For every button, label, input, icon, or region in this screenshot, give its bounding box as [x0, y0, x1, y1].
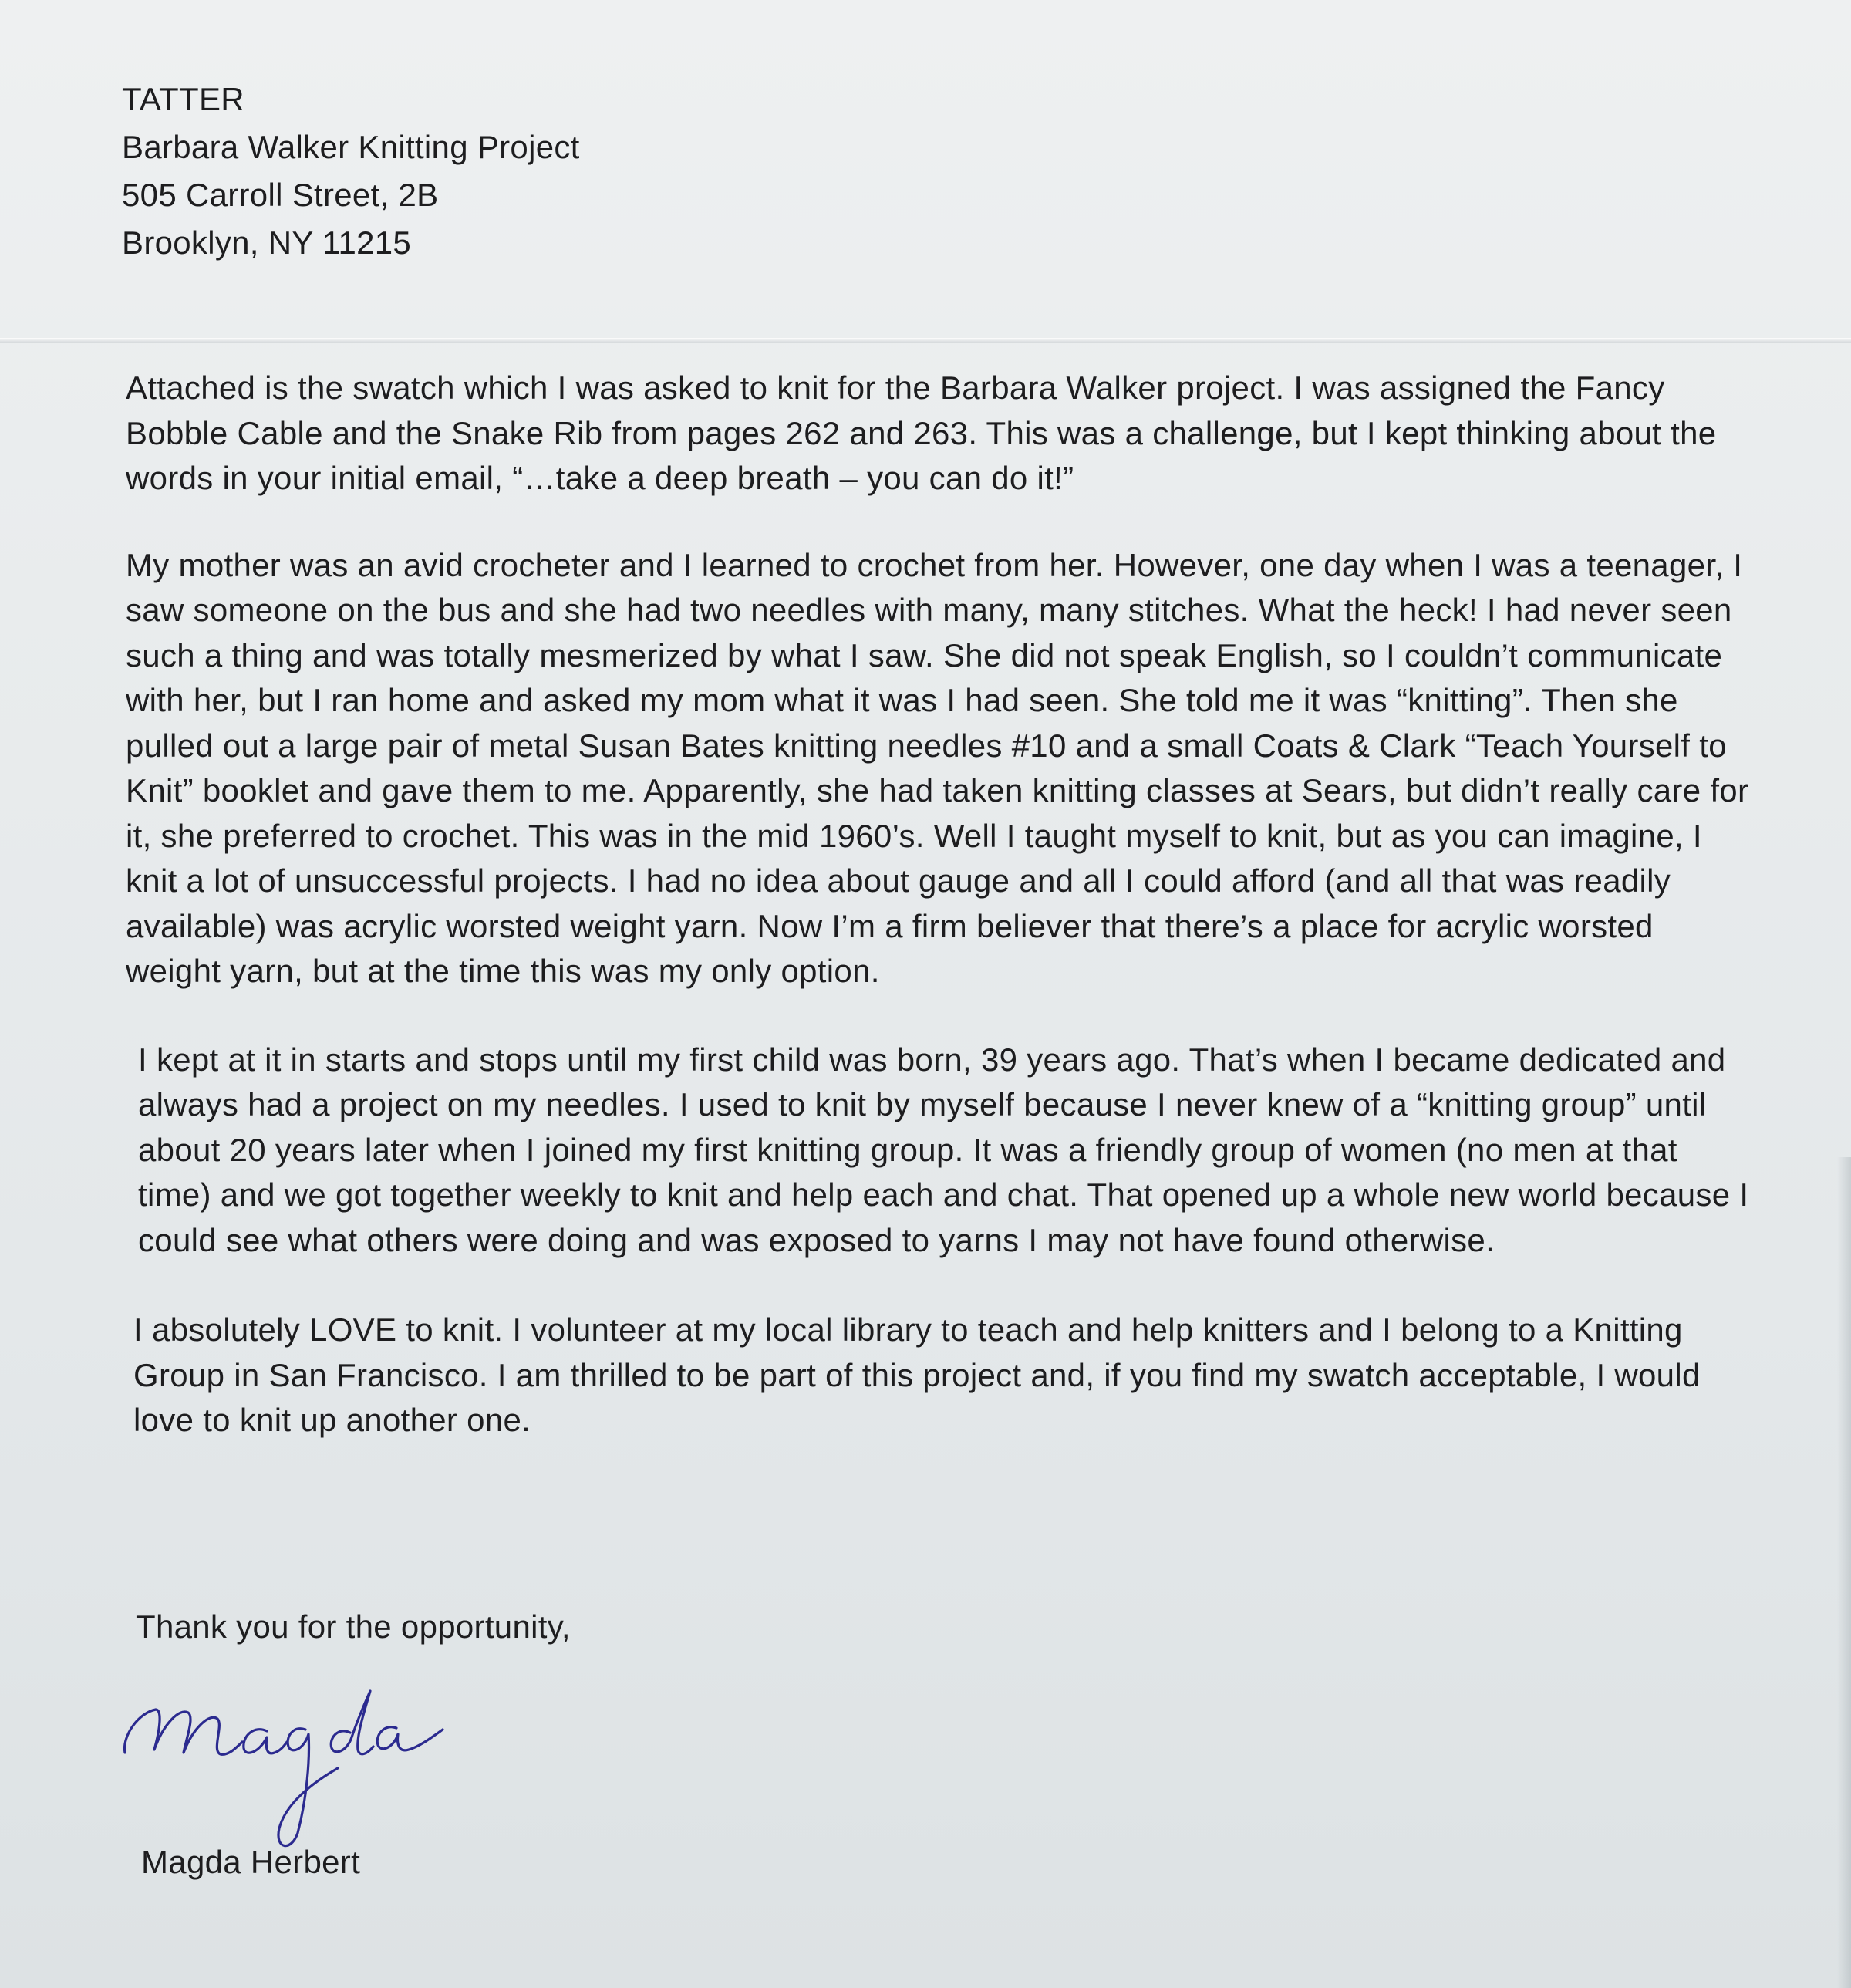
body-paragraph-1: Attached is the swatch which I was asked to knit for the Barbara Walker project. I was assigned the Fancy Bobble Cable and the Snake Rib from pages 262 and 263. This was a challenge, but I kept thinking about the words in your initial email, “…take a deep breath – you can do it!” [126, 370, 1717, 496]
letterhead-organization: TATTER [122, 81, 244, 117]
letterhead-address [122, 76, 580, 267]
body-paragraph-3: I kept at it in starts and stops until my first child was born, 39 years ago. That’s when I became dedicated and always had a project on my needles. I used to knit by myself because I never knew of a “knitting group” until about 20 years later when I joined my first knitting group. It was a friendly group of women (no men at that time) and we got together weekly to knit and help each and chat. That opened up a whole new world because I could see what others were doing and was exposed to yarns I may not have found otherwise. [138, 1041, 1749, 1258]
body-paragraph-4: I absolutely LOVE to knit. I volunteer at my local library to teach and help knitters and I belong to a Knitting Group in San Francisco. I am thrilled to be part of this project and, if you find my swatch acceptable, I would love to knit up another one. [133, 1311, 1701, 1438]
letterhead-project: Barbara Walker Knitting Project [122, 129, 580, 165]
letterhead-street: 505 Carroll Street, 2B [122, 177, 439, 213]
letter-closing: Thank you for the opportunity, [136, 1608, 571, 1645]
handwritten-signature [116, 1682, 455, 1859]
letterhead-city: Brooklyn, NY 11215 [122, 224, 412, 261]
paper-fold-crease [0, 338, 1851, 343]
signer-name: Magda Herbert [141, 1844, 361, 1880]
paper-edge-shadow [1837, 1157, 1851, 1988]
body-paragraph-2: My mother was an avid crocheter and I learned to crochet from her. However, one day when I was a teenager, I saw someone on the bus and she had two needles with many, many stitches. What the heck! I had never seen such a thing and was totally mesmerized by what I saw. She did not speak English, so I couldn’t communicate with her, but I ran home and asked my mom what it was I had seen. She told me it was “knitting”. Then she pulled out a large pair of metal Susan Bates knitting needles #10 and a small Coats & Clark “Teach Yourself to Knit” booklet and gave them to me. Apparently, she had taken knitting classes at Sears, but didn’t really care for it, she preferred to crochet. This was in the mid 1960’s. Well I taught myself to knit, but as you can imagine, I knit a lot of unsuccessful projects. I had no idea about gauge and all I could afford (and all that was readily available) was acrylic worsted weight yarn. Now I’m a firm believer that there’s a place for acrylic worsted weight yarn, but at the time this was my only option. [126, 546, 1749, 989]
letter-body [126, 366, 1753, 1443]
